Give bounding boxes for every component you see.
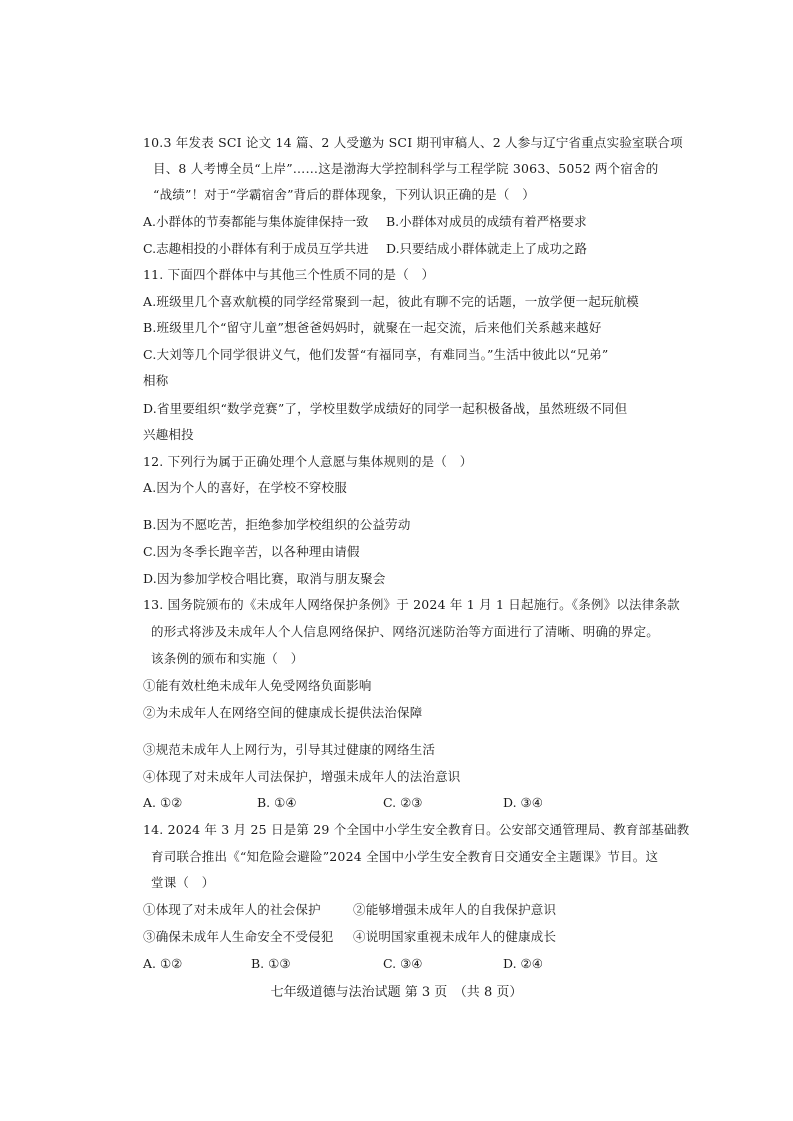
q10-option-a: A.小群体的节奏都能与集体旋律保持一致	[143, 214, 369, 229]
q13-stem-line-2: 的形式将涉及未成年人个人信息网络保护、网络沉迷防治等方面进行了清晰、明确的界定。	[151, 624, 660, 639]
page-footer: 七年级道德与法治试题 第 3 页 （共 8 页）	[270, 985, 523, 1000]
q13-option-a: A. ①②	[143, 795, 183, 810]
q14-option-a: A. ①②	[143, 956, 183, 971]
q14-option-b: B. ①③	[251, 956, 291, 971]
q13-statement-1: ①能有效杜绝未成年人免受网络负面影响	[143, 678, 372, 693]
q13-option-d: D. ③④	[503, 795, 543, 810]
q10-option-d: D.只要结成小群体就走上了成功之路	[386, 241, 588, 256]
q11-option-a: A.班级里几个喜欢航模的同学经常聚到一起，彼此有聊不完的话题，一放学便一起玩航模	[143, 294, 640, 309]
q13-statement-2: ②为未成年人在网络空间的健康成长提供法治保障	[143, 705, 423, 720]
q10-stem-line-1: 10.3 年发表 SCI 论文 14 篇、2 人受邀为 SCI 期刊审稿人、2 人参与辽宁省重点实验室联合项	[143, 135, 683, 150]
q13-option-b: B. ①④	[257, 795, 297, 810]
q12-option-a: A.因为个人的喜好，在学校不穿校服	[143, 480, 347, 495]
q10-stem-line-3: “战绩”！对于“学霸宿舍”背后的群体现象，下列认识正确的是（ ）	[153, 187, 535, 202]
q14-stem-line-3: 堂课（ ）	[151, 875, 215, 890]
q13-stem-line-1: 13. 国务院颁布的《未成年人网络保护条例》于 2024 年 1 月 1 日起施行。《条例》以法律条款	[143, 597, 680, 612]
q11-option-d-line-2: 兴趣相投	[143, 427, 194, 442]
q12-option-d: D.因为参加学校合唱比赛，取消与朋友聚会	[143, 571, 386, 586]
q12-stem: 12. 下列行为属于正确处理个人意愿与集体规则的是（ ）	[143, 454, 473, 469]
q13-option-c: C. ②③	[383, 795, 423, 810]
q14-statement-1: ①体现了对未成年人的社会保护	[143, 902, 321, 917]
q13-statement-3: ③规范未成年人上网行为，引导其过健康的网络生活	[143, 742, 436, 757]
q11-option-c-line-1: C.大刘等几个同学很讲义气，他们发誓“有福同享，有难同当。”生活中彼此以“兄弟”	[143, 347, 609, 362]
q10-option-b: B.小群体对成员的成绩有着严格要求	[386, 214, 587, 229]
q11-option-b: B.班级里几个“留守儿童”想爸爸妈妈时，就聚在一起交流，后来他们关系越来越好	[143, 320, 602, 335]
q14-statement-4: ④说明国家重视未成年人的健康成长	[353, 929, 557, 944]
q12-option-b: B.因为不愿吃苦，拒绝参加学校组织的公益劳动	[143, 517, 411, 532]
q11-stem: 11. 下面四个群体中与其他三个性质不同的是（ ）	[143, 267, 435, 282]
q14-stem-line-2: 育司联合推出《“知危险会避险”2024 全国中小学生安全教育日交通安全主题课》节目。这	[151, 849, 659, 864]
q13-stem-line-3: 该条例的颁布和实施（ ）	[151, 651, 304, 666]
q11-option-d-line-1: D.省里要组织“数学竞赛”了，学校里数学成绩好的同学一起积极备战，虽然班级不同但	[143, 401, 628, 416]
q10-option-c: C.志趣相投的小群体有利于成员互学共进	[143, 241, 369, 256]
q11-option-c-line-2: 相称	[143, 373, 169, 388]
q13-statement-4: ④体现了对未成年人司法保护，增强未成年人的法治意识	[143, 769, 461, 784]
q14-option-c: C. ③④	[383, 956, 423, 971]
q10-stem-line-2: 目、8 人考博全员“上岸”……这是渤海大学控制科学与工程学院 3063、5052 两个宿舍的	[153, 161, 659, 176]
q14-option-d: D. ②④	[503, 956, 543, 971]
q14-stem-line-1: 14. 2024 年 3 月 25 日是第 29 个全国中小学生安全教育日。公安部交通管理局、教育部基础教	[143, 822, 690, 837]
q14-statement-2: ②能够增强未成年人的自我保护意识	[353, 902, 557, 917]
q12-option-c: C.因为冬季长跑辛苦，以各种理由请假	[143, 544, 360, 559]
q14-statement-3: ③确保未成年人生命安全不受侵犯	[143, 929, 334, 944]
